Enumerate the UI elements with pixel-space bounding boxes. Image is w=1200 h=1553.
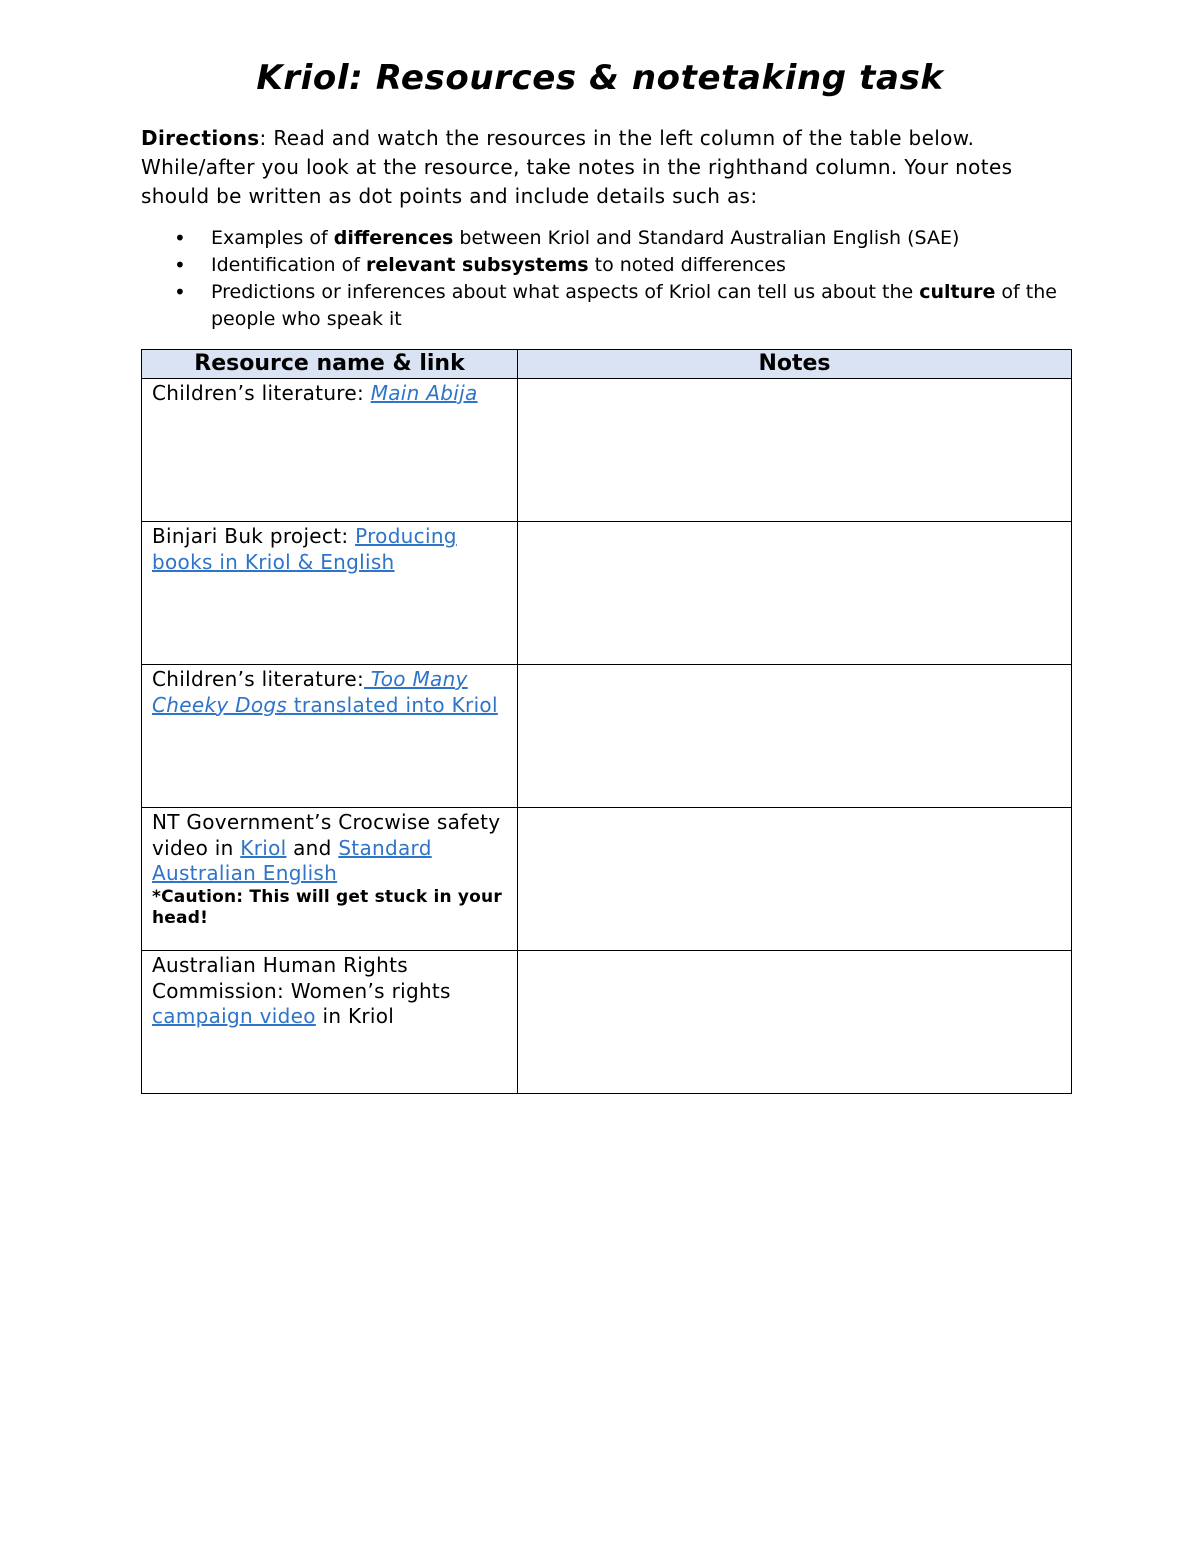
criteria-item: [141, 252, 1081, 279]
table-row: [142, 379, 1072, 522]
criteria-emphasis: relevant subsystems: [365, 254, 589, 276]
resource-cell: [142, 379, 518, 522]
resource-cell: [142, 522, 518, 665]
resource-label: Children’s literature:: [152, 381, 371, 405]
table-header-row: [142, 350, 1072, 379]
resource-label: Children’s literature:: [152, 667, 365, 691]
criteria-text: between Kriol and Standard Australian English (SAE): [453, 227, 960, 249]
page-title: Kriol: Resources & notetaking task: [256, 58, 944, 98]
table-row: [142, 951, 1072, 1094]
resource-label: in Kriol: [315, 1004, 395, 1028]
resource-label: Binjari Buk project:: [152, 524, 356, 548]
notes-cell[interactable]: [518, 379, 1072, 522]
resources-table: [141, 349, 1072, 1094]
resource-cell: [142, 951, 518, 1094]
criteria-text: Examples of: [211, 227, 334, 249]
bullet-icon: •: [174, 253, 186, 277]
criteria-item: [141, 279, 1081, 333]
criteria-text: Identification of: [211, 254, 366, 276]
bullet-icon: •: [174, 280, 186, 304]
resource-label: Australian Human Rights Commission: Women’s rights: [152, 953, 451, 1003]
resource-label: and: [286, 835, 339, 860]
criteria-emphasis: differences: [333, 227, 454, 249]
notes-cell[interactable]: [518, 808, 1072, 951]
header-notes: Notes: [518, 350, 1072, 379]
criteria-item: [141, 225, 1081, 252]
link-crocwise-kriol[interactable]: Kriol: [240, 835, 287, 860]
link-producing-books[interactable]: Producing books in Kriol & English: [152, 524, 457, 574]
link-main-abija[interactable]: Main Abija: [370, 381, 478, 405]
resource-cell: [142, 665, 518, 808]
notes-cell[interactable]: [518, 522, 1072, 665]
table-row: [142, 522, 1072, 665]
link-crocwise-sae[interactable]: Standard Australian English: [152, 835, 432, 885]
criteria-emphasis: culture: [919, 281, 996, 303]
link-too-many-cheeky-dogs[interactable]: Too Many Cheeky Dogs: [152, 667, 468, 717]
bullet-icon: •: [174, 226, 186, 250]
caution-note: *Caution: This will get stuck in your head!: [152, 886, 502, 928]
criteria-text: Predictions or inferences about what aspects of Kriol can tell us about the: [211, 281, 920, 303]
header-resource: Resource name & link: [142, 350, 518, 379]
table-row: [142, 665, 1072, 808]
notes-cell[interactable]: [518, 951, 1072, 1094]
directions-paragraph: [141, 124, 1081, 211]
link-translated-into-kriol[interactable]: translated into Kriol: [287, 692, 498, 717]
criteria-list: [141, 225, 1081, 333]
directions-label: Directions: [141, 126, 260, 150]
resource-cell: [142, 808, 518, 951]
resource-label: NT Government’s Crocwise safety video in: [152, 810, 501, 860]
directions-text: : Read and watch the resources in the left column of the table below. While/after you look at the resource, take notes in the righthand column. Your notes should be written as dot points and include details such as:: [141, 126, 1013, 208]
table-row: [142, 808, 1072, 951]
criteria-text: of the people who speak it: [211, 281, 1057, 330]
criteria-text: to noted differences: [588, 254, 786, 276]
link-campaign-video[interactable]: campaign video: [152, 1004, 316, 1028]
notes-cell[interactable]: [518, 665, 1072, 808]
